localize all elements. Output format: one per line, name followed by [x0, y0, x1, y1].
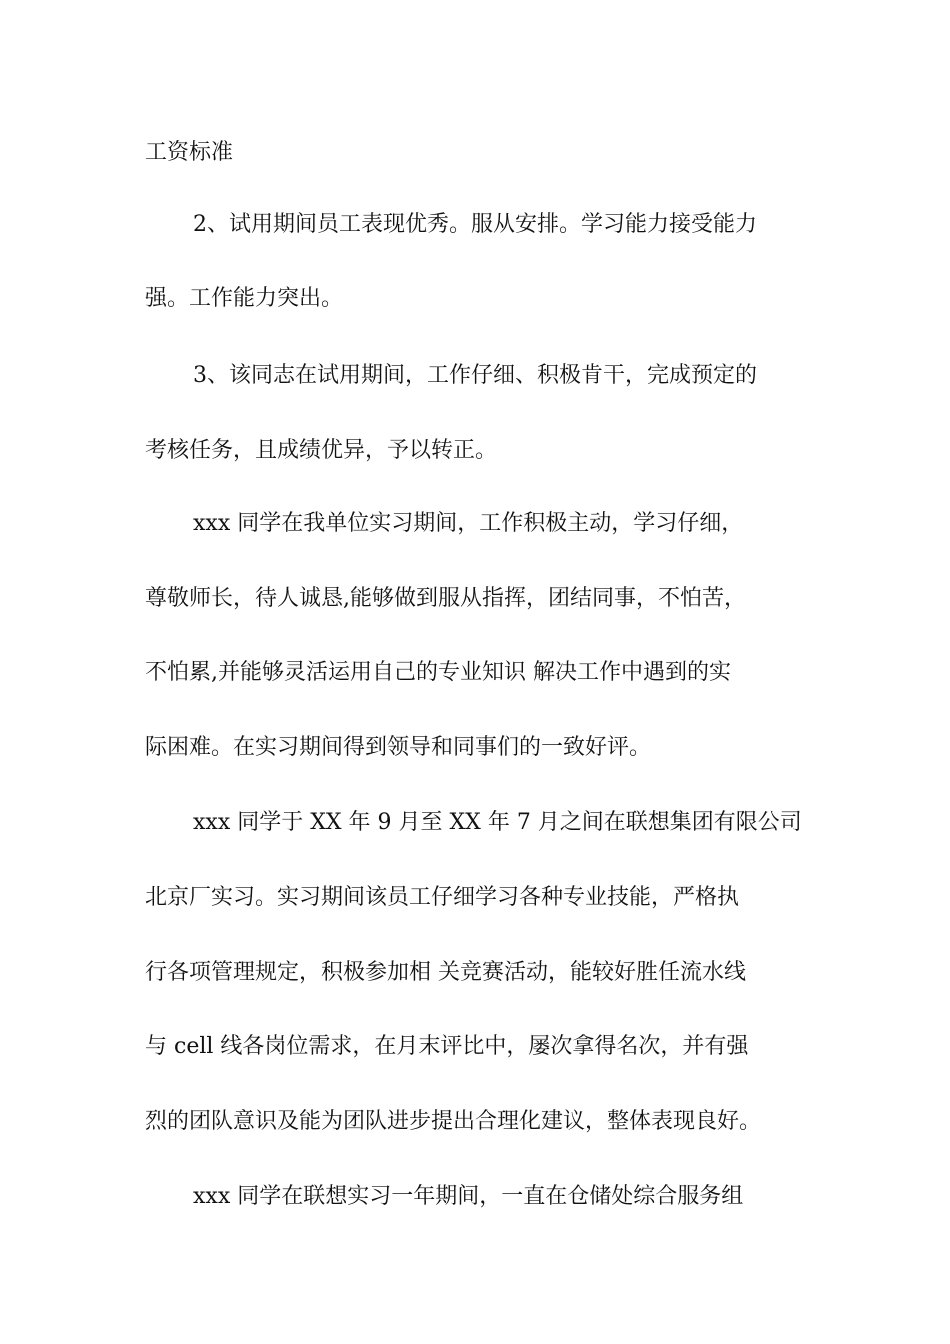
text-line: 强。工作能力突出。 [145, 286, 344, 311]
text-line: 3、该同志在试用期间，工作仔细、积极肯干，完成预定的 [193, 363, 757, 388]
text-line: 与 cell 线各岗位需求，在月末评比中，屡次拿得名次，并有强 [145, 1034, 749, 1059]
text-line: xxx 同学在我单位实习期间，工作积极主动，学习仔细， [193, 511, 744, 536]
text-line: 工资标准 [145, 140, 234, 165]
text-line: 际困难。在实习期间得到领导和同事们的一致好评。 [145, 735, 652, 760]
text-line: 尊敬师长，待人诚恳,能够做到服从指挥，团结同事，不怕苦， [145, 586, 746, 611]
text-line: 不怕累,并能够灵活运用自己的专业知识 解决工作中遇到的实 [145, 660, 731, 685]
text-line: 烈的团队意识及能为团队进步提出合理化建议，整体表现良好。 [145, 1109, 762, 1134]
text-line: 行各项管理规定，积极参加相 关竞赛活动，能较好胜任流水线 [145, 960, 746, 985]
text-line: xxx 同学于 XX 年 9 月至 XX 年 7 月之间在联想集团有限公司 [193, 810, 802, 835]
text-line: 考核任务，且成绩优异，予以转正。 [145, 438, 498, 463]
text-line: 北京厂实习。实习期间该员工仔细学习各种专业技能，严格执 [145, 885, 740, 910]
text-line: xxx 同学在联想实习一年期间，一直在仓储处综合服务组 [193, 1184, 744, 1209]
text-line: 2、试用期间员工表现优秀。服从安排。学习能力接受能力 [193, 212, 757, 237]
